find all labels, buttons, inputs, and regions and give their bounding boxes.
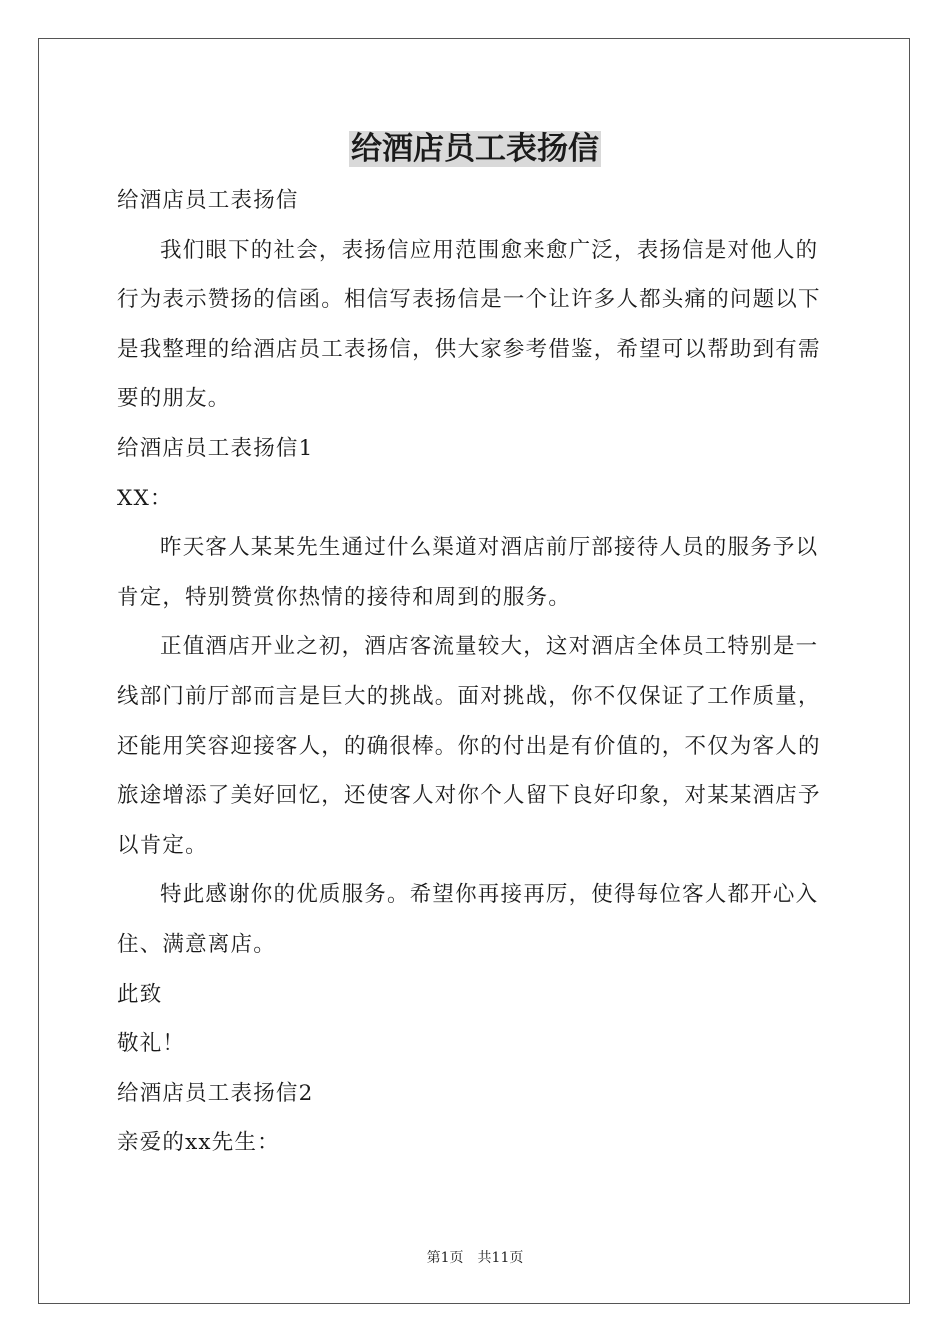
letter-1-paragraph-1: 昨天客人某某先生通过什么渠道对酒店前厅部接待人员的服务予以肯定，特别赞赏你热情的接待和周到的服务。 [117, 535, 819, 610]
page-number: 第1页 [426, 1250, 464, 1266]
page-footer [0, 1248, 950, 1268]
document-body [117, 176, 835, 1168]
letter-1-closing: 此致 [117, 981, 163, 1007]
letter-1-regards: 敬礼！ [117, 1031, 186, 1057]
document-title-text: 给酒店员工表扬信 [351, 131, 599, 167]
document-title [0, 128, 950, 170]
subtitle-line: 给酒店员工表扬信 [117, 188, 299, 213]
letter-1-salutation: XX： [117, 485, 173, 511]
letter-2-salutation: 亲爱的xx先生： [117, 1130, 280, 1156]
page-total: 共11页 [477, 1250, 524, 1266]
letter-1-paragraph-3: 特此感谢你的优质服务。希望你再接再厉，使得每位客人都开心入住、满意离店。 [117, 882, 819, 957]
intro-paragraph: 我们眼下的社会，表扬信应用范围愈来愈广泛，表扬信是对他人的行为表示赞扬的信函。相信写表扬信是一个让许多人都头痛的问题以下是我整理的给酒店员工表扬信，供大家参考借鉴，希望可以帮助到有需要的朋友。 [117, 237, 821, 412]
letter-2-heading: 给酒店员工表扬信2 [117, 1080, 314, 1106]
letter-1-paragraph-2: 正值酒店开业之初，酒店客流量较大，这对酒店全体员工特别是一线部门前厅部而言是巨大的挑战。面对挑战，你不仅保证了工作质量，还能用笑容迎接客人，的确很棒。你的付出是有价值的，不仅为客人的旅途增添了美好回忆，还使客人对你个人留下良好印象，对某某酒店予以肯定。 [117, 634, 821, 858]
letter-1-heading: 给酒店员工表扬信1 [117, 435, 314, 461]
